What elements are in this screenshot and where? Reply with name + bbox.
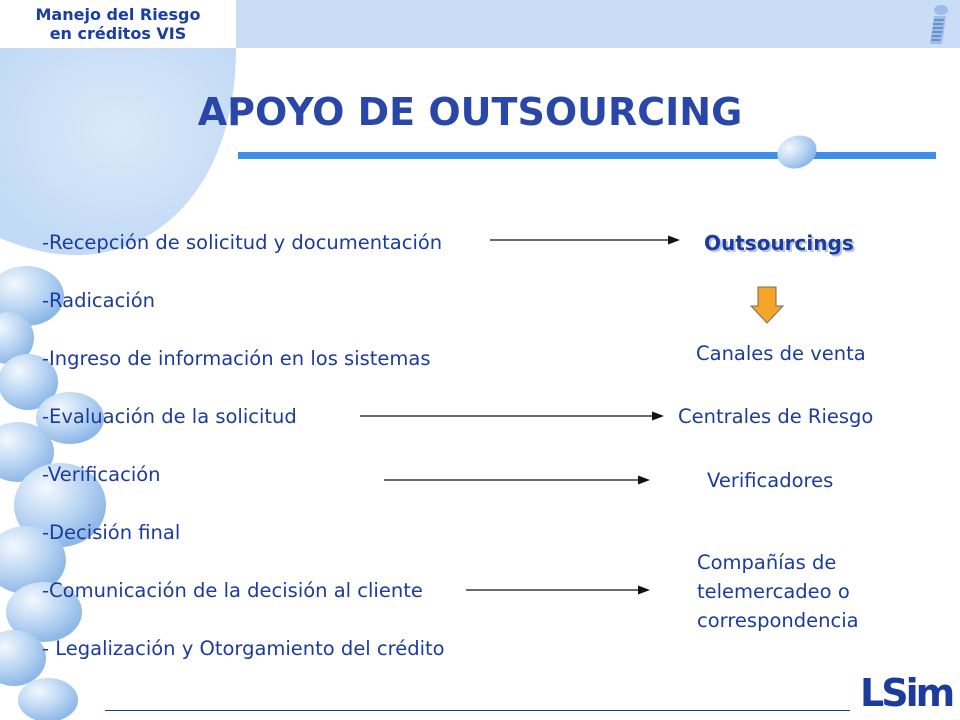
process-steps-list bbox=[42, 230, 445, 694]
corner-logo-icon bbox=[924, 4, 952, 44]
header-line-2: en créditos VIS bbox=[49, 24, 187, 43]
down-arrow-icon bbox=[750, 286, 784, 324]
company-logo: LSim bbox=[860, 671, 953, 715]
provider-telemarketing-line-1: Compañías de bbox=[697, 551, 837, 574]
provider-sales-channels: Canales de venta bbox=[696, 342, 866, 365]
outsourcings-heading: Outsourcings bbox=[704, 231, 854, 255]
step-item: -Verificación bbox=[42, 463, 161, 486]
step-item: -Decisión final bbox=[42, 521, 181, 544]
step-item: -Evaluación de la solicitud bbox=[42, 405, 297, 428]
provider-telemarketing-line-3: correspondencia bbox=[697, 609, 859, 632]
page-title: APOYO DE OUTSOURCING bbox=[197, 90, 743, 134]
header-line-1: Manejo del Riesgo bbox=[35, 5, 201, 24]
provider-telemarketing-line-2: telemercadeo o bbox=[697, 580, 850, 603]
step-item: -Ingreso de información en los sistemas bbox=[42, 347, 431, 370]
step-item: -Comunicación de la decisión al cliente bbox=[42, 579, 423, 602]
step-item: -Radicación bbox=[42, 289, 156, 312]
header-title bbox=[0, 0, 236, 48]
step-item: -Recepción de solicitud y documentación bbox=[42, 231, 443, 254]
provider-credit-bureaus: Centrales de Riesgo bbox=[678, 405, 874, 428]
provider-verifiers: Verificadores bbox=[707, 469, 834, 492]
step-item: - Legalización y Otorgamiento del crédito bbox=[42, 637, 445, 660]
